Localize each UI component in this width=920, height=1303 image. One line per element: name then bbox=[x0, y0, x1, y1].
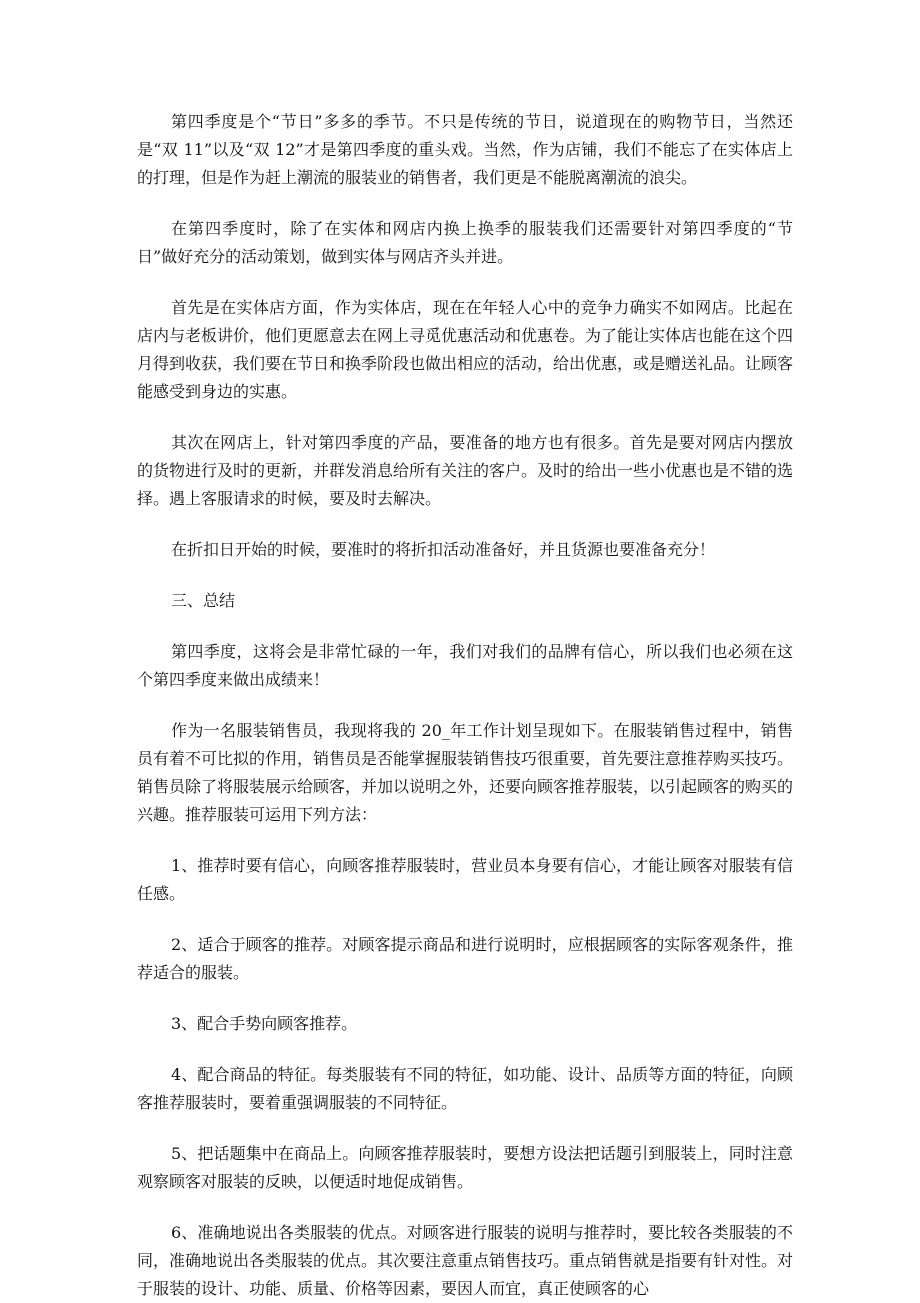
paragraph-intro: 第四季度是个“节日”多多的季节。不只是传统的节日，说道现在的购物节日，当然还是“双 11”以及“双 12”才是第四季度的重头戏。当然，作为店铺，我们不能忘了在实体店上的打理，但是作为赶上潮流的服装业的销售者，我们更是不能脱离潮流的浪尖。 bbox=[137, 112, 793, 187]
list-item-4: 4、配合商品的特征。每类服装有不同的特征，如功能、设计、品质等方面的特征，向顾客推荐服装时，要着重强调服装的不同特征。 bbox=[137, 1065, 793, 1112]
paragraph-discount-day: 在折扣日开始的时候，要准时的将折扣活动准备好，并且货源也要准备充分！ bbox=[171, 540, 716, 559]
paragraph-planning: 在第四季度时，除了在实体和网店内换上换季的服装我们还需要针对第四季度的“节日”做好充分的活动策划，做到实体与网店齐头并进。 bbox=[137, 219, 793, 266]
list-item-1: 1、推荐时要有信心，向顾客推荐服装时，营业员本身要有信心，才能让顾客对服装有信任感。 bbox=[137, 856, 793, 903]
list-item-2: 2、适合于顾客的推荐。对顾客提示商品和进行说明时，应根据顾客的实际客观条件，推荐适合的服装。 bbox=[137, 935, 793, 982]
list-item-5: 5、把话题集中在商品上。向顾客推荐服装时，要想方设法把话题引到服装上，同时注意观察顾客对服装的反映，以便适时地促成销售。 bbox=[137, 1144, 793, 1191]
paragraph-summary: 第四季度，这将会是非常忙碌的一年，我们对我们的品牌有信心，所以我们也必须在这个第四季度来做出成绩来！ bbox=[137, 642, 793, 689]
list-item-3: 3、配合手势向顾客推荐。 bbox=[171, 1014, 358, 1033]
section-heading-summary: 三、总结 bbox=[171, 591, 236, 610]
paragraph-online-store: 其次在网店上，针对第四季度的产品，要准备的地方也有很多。首先是要对网店内摆放的货物进行及时的更新，并群发消息给所有关注的客户。及时的给出一些小优惠也是不错的选择。遇上客服请求的时候，要及时去解决。 bbox=[137, 433, 794, 508]
paragraph-physical-store: 首先是在实体店方面，作为实体店，现在在年轻人心中的竞争力确实不如网店。比起在店内与老板讲价，他们更愿意去在网上寻觅优惠活动和优惠卷。为了能让实体店也能在这个四月得到收获，我们要在节日和换季阶段也做出相应的活动，给出优惠，或是赠送礼品。让顾客能感受到身边的实惠。 bbox=[137, 298, 794, 401]
paragraph-sales-plan: 作为一名服装销售员，我现将我的 20_年工作计划呈现如下。在服装销售过程中，销售员有着不可比拟的作用，销售员是否能掌握服装销售技巧很重要，首先要注意推荐购买技巧。销售员除了将服装展示给顾客，并加以说明之外，还要向顾客推荐服装，以引起顾客的购买的兴趣。推荐服装可运用下列方法： bbox=[137, 721, 794, 824]
list-item-6: 6、准确地说出各类服装的优点。对顾客进行服装的说明与推荐时，要比较各类服装的不同，准确地说出各类服装的优点。其次要注意重点销售技巧。重点销售就是指要有针对性。对于服装的设计、功能、质量、价格等因素，要因人而宜，真正使顾客的心 bbox=[137, 1223, 794, 1298]
document-page bbox=[137, 108, 793, 1303]
